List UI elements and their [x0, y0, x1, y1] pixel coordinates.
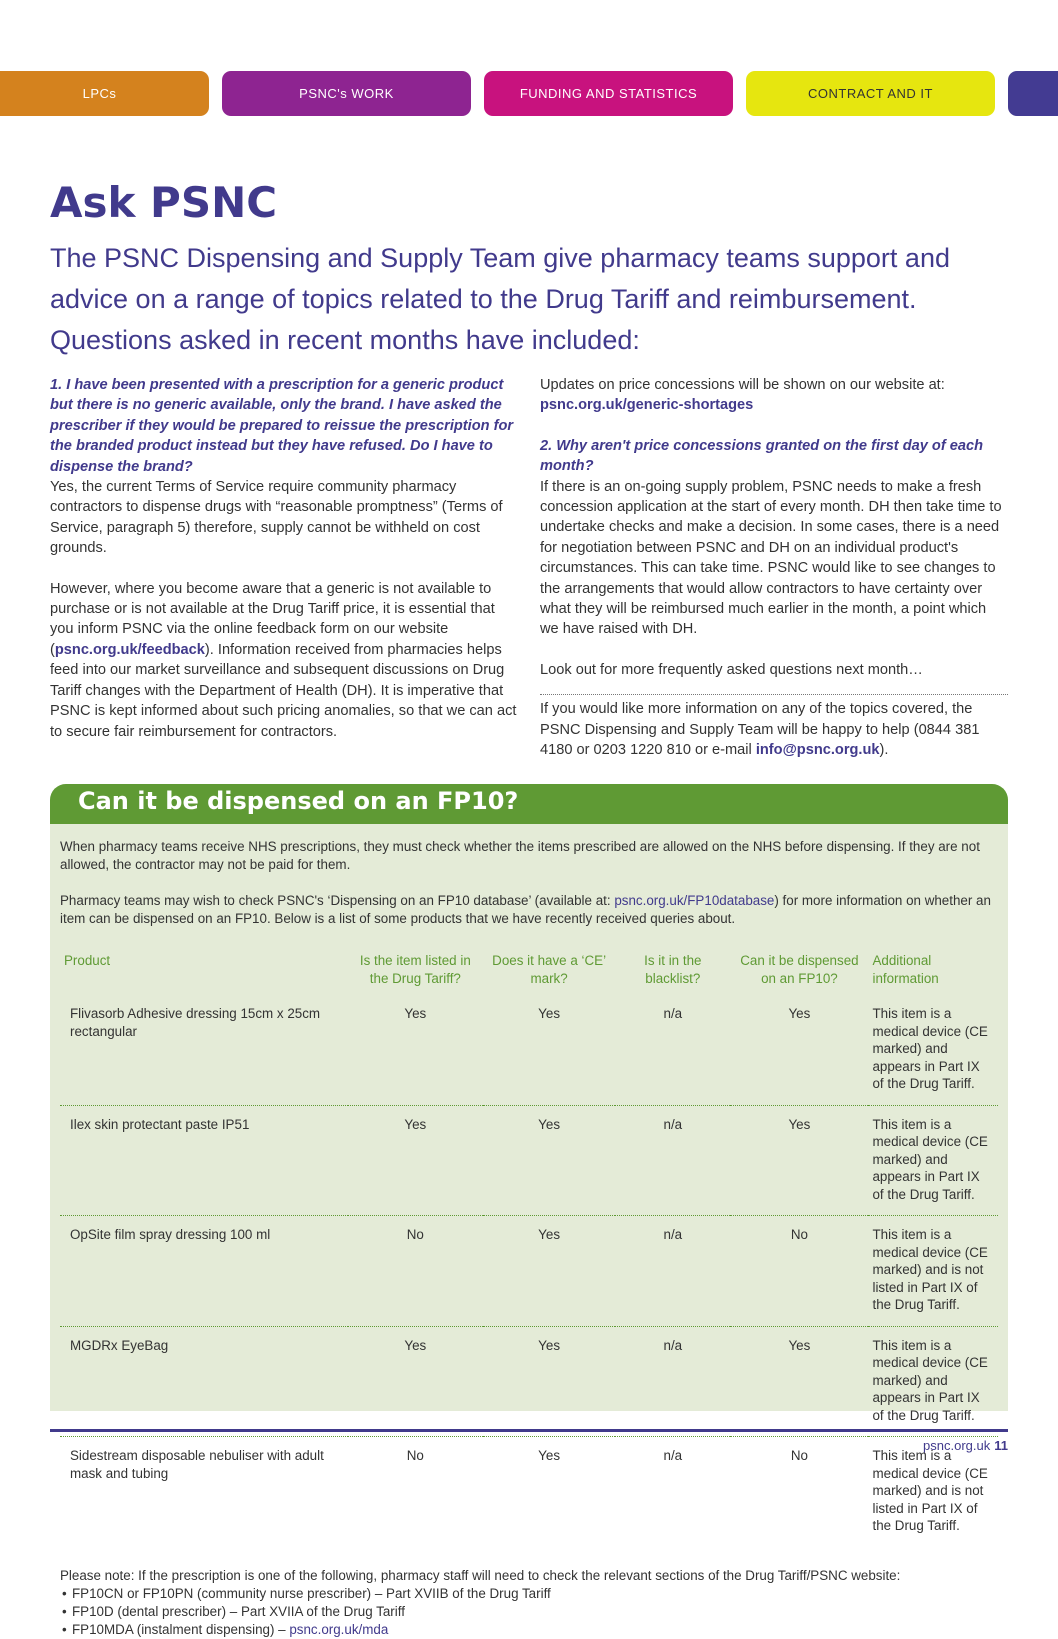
cell-product: Flivasorb Adhesive dressing 15cm x 25cm rectangular [70, 1006, 321, 1039]
lookout-text: Look out for more frequently asked questions next month… [540, 661, 923, 678]
question-2: 2. Why aren't price concessions granted on the first day of each month? [540, 437, 984, 475]
cell-fp10: Yes [788, 1006, 811, 1021]
header-ce-mark: Does it have a ‘CE’ mark? [492, 953, 607, 986]
mda-link[interactable]: psnc.org.uk/mda [289, 1621, 389, 1637]
footer-rule [50, 1429, 1008, 1432]
header-product: Product [64, 953, 111, 968]
cell-product: Sidestream disposable nebuliser with adult mask and tubing [70, 1448, 324, 1481]
cell-drug-tariff: No [406, 1448, 424, 1463]
tab-funding-and-statistics[interactable] [484, 71, 733, 116]
list-item [60, 1621, 998, 1639]
list-item: • FP10D (dental prescriber) – Part XVIIA of the Drug Tariff [60, 1603, 998, 1621]
cell-blacklist: n/a [663, 1448, 683, 1463]
footer-site[interactable]: psnc.org.uk [923, 1438, 991, 1453]
tab-label: LPCs [82, 86, 117, 101]
cell-drug-tariff: Yes [404, 1006, 427, 1021]
cell-product: MGDRx EyeBag [70, 1337, 169, 1353]
text: Pharmacy teams may wish to check PSNC's ‘Dispensing on an FP10 database’ (available at: [60, 893, 615, 908]
panel-database-text [60, 892, 998, 928]
tab-psncs-work[interactable] [222, 71, 471, 116]
cell-blacklist: n/a [663, 1006, 683, 1021]
email-link[interactable]: info@psnc.org.uk [755, 742, 880, 759]
cell-additional-info: This item is a medical device (CE marked) and appears in Part IX of the Drug Tariff. [872, 1337, 988, 1423]
text: FP10MDA (instalment dispensing) – [72, 1621, 290, 1637]
divider [540, 694, 1008, 695]
cell-drug-tariff: No [406, 1227, 424, 1242]
tab-label: PSNC's WORK [299, 86, 394, 101]
panel-note: Please note: If the prescription is one of the following, pharmacy staff will need to check the relevant sections of the Drug Tariff/PSNC website: [60, 1567, 901, 1583]
page-title: Ask PSNC [50, 178, 278, 227]
cell-additional-info: This item is a medical device (CE marked) and is not listed in Part IX of the Drug Tariff. [872, 1448, 988, 1533]
cell-blacklist: n/a [663, 1337, 683, 1353]
text: If you would like more information on any of the topics covered, the PSNC Dispensing and Supply Team will be happy to help (0844 381 4180 or 0203 1220 810 or e-mail [540, 701, 980, 759]
prescription-types-list [60, 1585, 998, 1639]
text: ) for more information on whether an item can be dispensed on an FP10. Below is a list of some products that we have recently received queries about. [60, 893, 991, 926]
cell-ce-mark: Yes [538, 1227, 561, 1242]
panel-intro: When pharmacy teams receive NHS prescriptions, they must check whether the items prescribed are allowed on the NHS before dispensing. If they are not allowed, the contractor may not be paid for them. [60, 839, 980, 872]
right-column [540, 375, 1008, 761]
table-row [60, 1105, 998, 1216]
text: ). Information received from pharmacies helps feed into our market surveillance and subsequent discussions on Drug Tariff changes with the Department of Health (DH). It is imperative that PSNC is kept informed about such pricing anomalies, so that we can act to secure fair reimbursement for contractors. [50, 641, 517, 740]
tab-contract-and-it[interactable] [746, 71, 995, 116]
cell-blacklist: n/a [663, 1116, 683, 1132]
question-1: 1. I have been presented with a prescription for a generic product but there is no generic available, only the brand. I have asked the prescriber if they would be prepared to reissue the prescription for the branded product instead but they have refused. Do I have to dispense the brand? [50, 377, 514, 475]
generic-shortages-link[interactable]: psnc.org.uk/generic-shortages [540, 397, 754, 414]
answer-1b [50, 579, 518, 742]
header-fp10: Can it be dispensed on an FP10? [740, 953, 859, 986]
answer-1: Yes, the current Terms of Service require community pharmacy contractors to dispense drugs with “reasonable promptness” (Terms of Service, paragraph 5) therefore, supply cannot be withheld on cost grounds. [50, 479, 503, 557]
cell-fp10: No [790, 1448, 808, 1463]
panel-title: Can it be dispensed on an FP10? [50, 784, 1008, 824]
tab-next[interactable] [1008, 71, 1058, 116]
cell-product: Ilex skin protectant paste IP51 [70, 1116, 250, 1132]
cell-additional-info: This item is a medical device (CE marked) and is not listed in Part IX of the Drug Tariff. [872, 1227, 988, 1312]
text: However, where you become aware that a generic is not available to purchase or is not available at the Drug Tariff price, it is essential that you inform PSNC via the online feedback form on our website ( [50, 580, 495, 658]
page-number: 11 [994, 1438, 1008, 1453]
header-additional: Additional information [872, 953, 939, 986]
answer-2: If there is an on-going supply problem, PSNC needs to make a fresh concession application at the start of every month. DH then take time to undertake checks and make a decision. In some cases, there is a need for negotiation between PSNC and DH on an individual product's circumstances. This can take time. PSNC would like to see changes to the arrangements that would allow contractors to have certainty over what they will be reimbursed much earlier in the month, a point which we have raised with DH. [540, 478, 1002, 638]
table-row [60, 1437, 998, 1547]
cell-ce-mark: Yes [538, 1337, 561, 1353]
list-item: • FP10CN or FP10PN (community nurse prescriber) – Part XVIIB of the Drug Tariff [60, 1585, 998, 1603]
footer [923, 1438, 1008, 1453]
intro-text: The PSNC Dispensing and Supply Team give pharmacy teams support and advice on a range of topics related to the Drug Tariff and reimbursement. Questions asked in recent months have included: [50, 243, 950, 355]
cell-additional-info: This item is a medical device (CE marked) and appears in Part IX of the Drug Tariff. [872, 1116, 988, 1202]
table-row [60, 1326, 998, 1437]
tab-label: CONTRACT AND IT [808, 86, 933, 101]
cell-ce-mark: Yes [538, 1116, 561, 1132]
cell-ce-mark: Yes [538, 1006, 561, 1021]
feedback-link[interactable]: psnc.org.uk/feedback [54, 641, 205, 658]
cell-blacklist: n/a [663, 1227, 683, 1242]
table-row [60, 1216, 998, 1327]
cell-drug-tariff: Yes [404, 1116, 427, 1132]
header-drug-tariff: Is the item listed in the Drug Tariff? [359, 953, 471, 986]
section-tabs [0, 71, 1058, 116]
left-column [50, 375, 518, 742]
cell-fp10: No [790, 1227, 808, 1242]
cell-drug-tariff: Yes [404, 1337, 427, 1353]
cell-additional-info: This item is a medical device (CE marked) and appears in Part IX of the Drug Tariff. [872, 1006, 988, 1091]
cell-ce-mark: Yes [538, 1448, 561, 1463]
tab-lpcs[interactable] [0, 71, 209, 116]
text: ). [879, 742, 889, 759]
updates-text: Updates on price concessions will be shown on our website at: [540, 377, 945, 393]
products-table [60, 948, 998, 1547]
contact-text [540, 699, 1008, 760]
tab-label: FUNDING AND STATISTICS [519, 86, 698, 101]
cell-fp10: Yes [788, 1116, 811, 1132]
fp10-database-link[interactable]: psnc.org.uk/FP10database [614, 893, 775, 908]
table-row [60, 995, 998, 1105]
header-blacklist: Is it in the blacklist? [644, 953, 702, 986]
cell-fp10: Yes [788, 1337, 811, 1353]
cell-product: OpSite film spray dressing 100 ml [70, 1227, 271, 1242]
